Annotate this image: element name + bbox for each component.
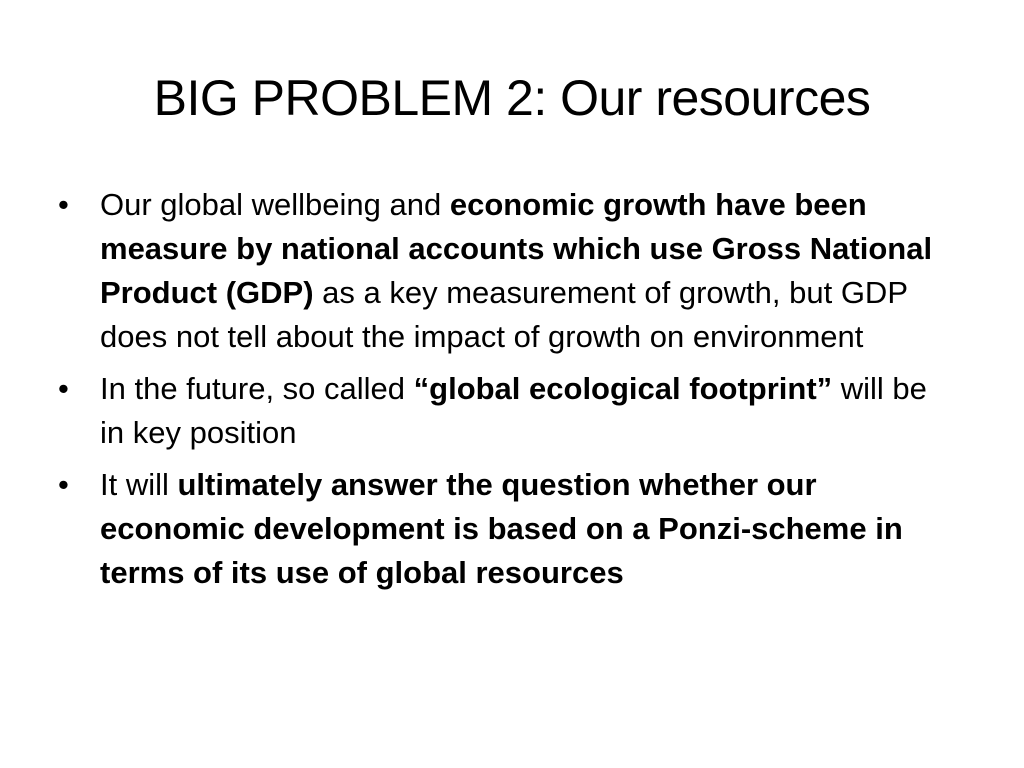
bullet-text-run: will be in key position xyxy=(100,371,927,450)
bullet-icon: • xyxy=(58,467,69,502)
bullet-text-run: In the future, so called xyxy=(100,371,414,406)
bullet-text-run-bold: “global ecological footprint” xyxy=(413,371,833,406)
bullet-text-run: Our global wellbeing and xyxy=(100,187,450,222)
bullet-item-3 xyxy=(58,463,958,595)
bullet-icon: • xyxy=(58,371,69,406)
bullet-icon: • xyxy=(58,187,69,222)
bullet-text-run: It will xyxy=(100,467,178,502)
bullet-text-run-bold: economic growth have been measure by national accounts which use Gross National Product (GDP) xyxy=(100,187,933,310)
bullet-item-1 xyxy=(58,183,958,359)
bullet-list xyxy=(58,183,958,603)
bullet-item-2 xyxy=(58,367,958,455)
slide-title: BIG PROBLEM 2: Our resources xyxy=(153,70,871,126)
bullet-text-run-bold: ultimately answer the question whether our economic development is based on a Ponzi-scheme in terms of its use of global resources xyxy=(100,467,903,590)
bullet-text-run: as a key measurement of growth, but GDP does not tell about the impact of growth on environment xyxy=(100,275,908,354)
